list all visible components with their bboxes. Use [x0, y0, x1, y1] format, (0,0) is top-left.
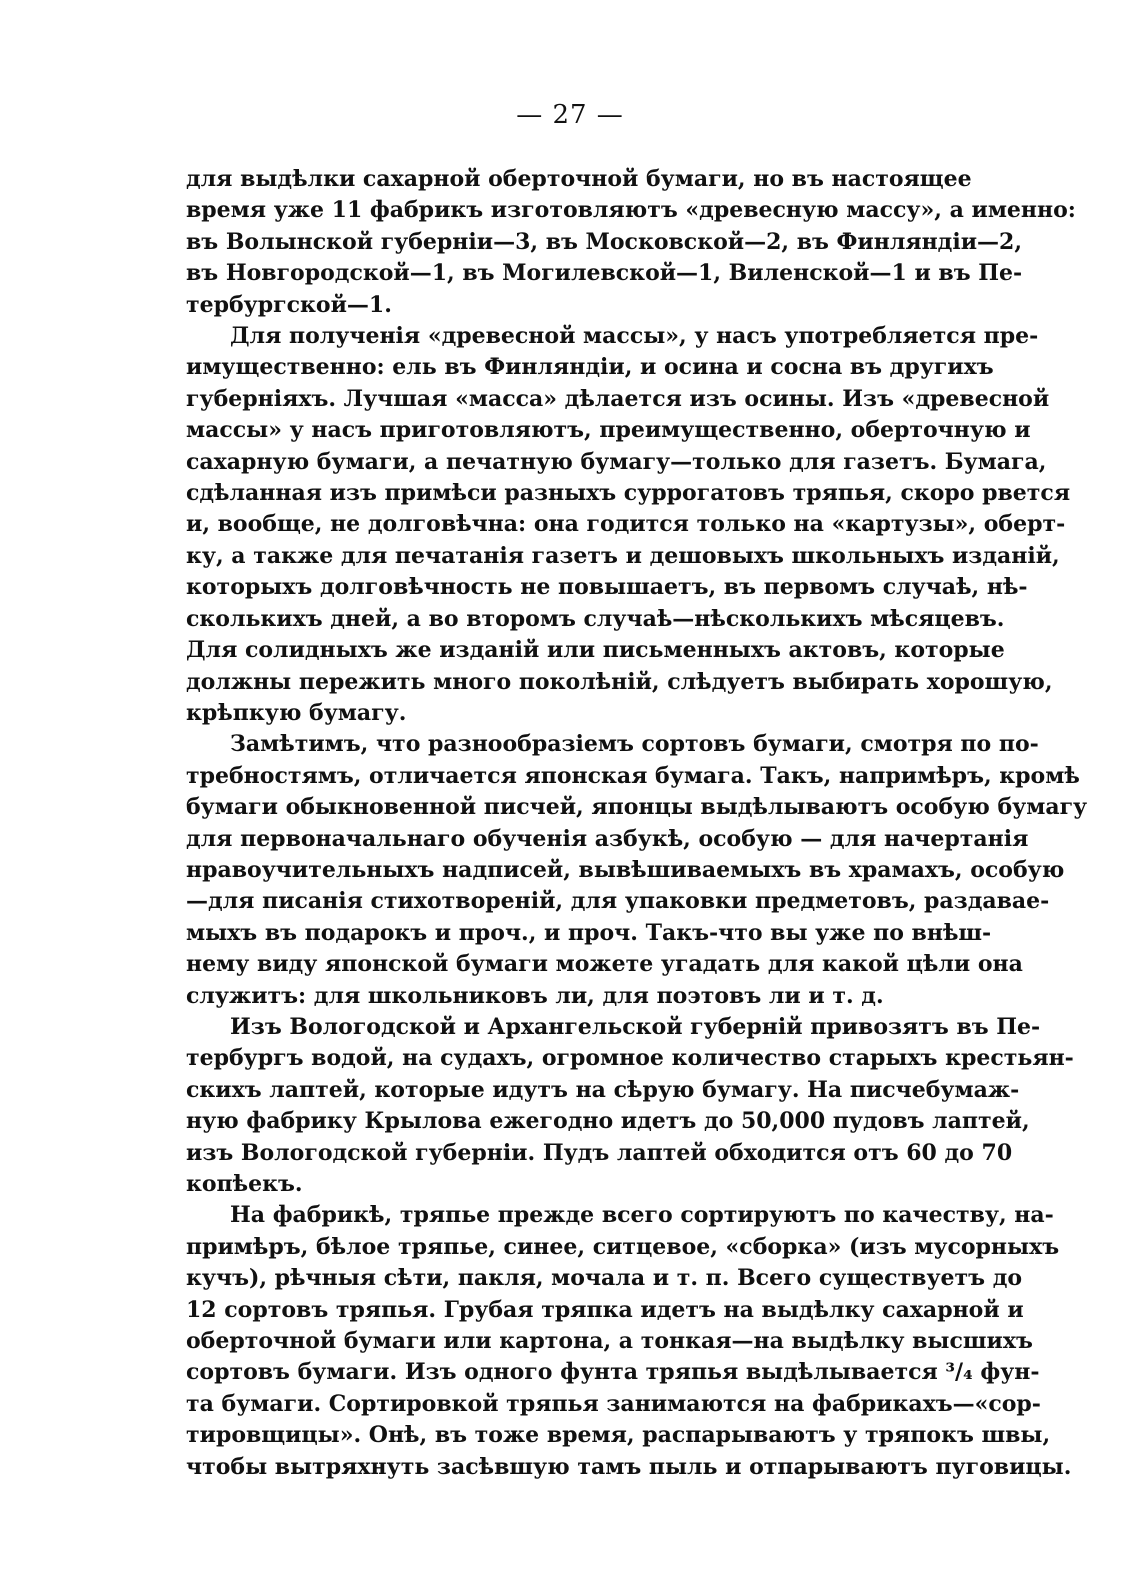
text-line: изъ Вологодской губерніи. Пудъ лаптей обходится отъ 60 до 70 [186, 1139, 1013, 1166]
body-text [186, 164, 1088, 1483]
text-line: —для писанія стихотвореній, для упаковки предметовъ, раздавае- [186, 888, 1050, 915]
text-line: оберточной бумаги или картона, а тонкая—на выдѣлку высшихъ [186, 1328, 1033, 1355]
text-line: для первоначальнаго обученія азбукѣ, особую — для начертанія [186, 825, 1029, 852]
text-line: кучъ), рѣчныя сѣти, пакля, мочала и т. п. Всего существуетъ до [186, 1265, 1023, 1292]
text-line: ную фабрику Крылова ежегодно идетъ до 50,000 пудовъ лаптей, [186, 1108, 1030, 1135]
text-line: которыхъ долговѣчность не повышаетъ, въ первомъ случаѣ, нѣ- [186, 574, 1028, 601]
text-line: та бумаги. Сортировкой тряпья занимаются на фабрикахъ—«сор- [186, 1390, 1041, 1417]
text-line: ку, а также для печатанія газетъ и дешовыхъ школьныхъ изданій, [186, 542, 1060, 569]
text-line: время уже 11 фабрикъ изготовляютъ «древесную массу», а именно: [186, 197, 1076, 224]
text-line: мыхъ въ подарокъ и проч., и проч. Такъ-что вы уже по внѣш- [186, 919, 992, 946]
text-line: массы» у насъ приготовляютъ, преимущественно, оберточную и [186, 417, 1031, 444]
paragraph [186, 1012, 1074, 1200]
text-line: Изъ Вологодской и Архангельской губерній привозятъ въ Пе- [230, 1013, 1041, 1040]
text-line: Для полученія «древесной массы», у насъ употребляется пре- [230, 323, 1039, 350]
text-line: тербургъ водой, на судахъ, огромное количество старыхъ крестьян- [186, 1045, 1074, 1072]
text-line: служитъ: для школьниковъ ли, для поэтовъ ли и т. д. [186, 982, 884, 1009]
text-line: тировщицы». Онѣ, въ тоже время, распарываютъ у тряпокъ швы, [186, 1422, 1051, 1449]
paragraph [186, 321, 1071, 729]
text-line: сортовъ бумаги. Изъ одного фунта тряпья выдѣлывается ³/₄ фун- [186, 1359, 1040, 1386]
text-line: крѣпкую бумагу. [186, 699, 407, 726]
text-line: примѣръ, бѣлое тряпье, синее, ситцевое, «сборка» (изъ мусорныхъ [186, 1233, 1060, 1260]
text-line: имущественно: ель въ Финляндіи, и осина и сосна въ другихъ [186, 354, 994, 381]
text-line: На фабрикѣ, тряпье прежде всего сортируютъ по качеству, на- [230, 1202, 1054, 1229]
paragraph [186, 164, 1076, 321]
text-line: и, вообще, не долговѣчна: она годится только на «картузы», оберт- [186, 511, 1066, 538]
text-line: должны пережить много поколѣній, слѣдуетъ выбирать хорошую, [186, 668, 1053, 695]
text-line: въ Новгородской—1, въ Могилевской—1, Виленской—1 и въ Пе- [186, 260, 1023, 287]
text-line: губерніяхъ. Лучшая «масса» дѣлается изъ осины. Изъ «древесной [186, 385, 1050, 412]
text-line: Для солидныхъ же изданій или письменныхъ актовъ, которые [186, 637, 1005, 664]
text-line: Замѣтимъ, что разнообразіемъ сортовъ бумаги, смотря по по- [230, 731, 1039, 758]
text-line: бумаги обыкновенной писчей, японцы выдѣлываютъ особую бумагу [186, 794, 1088, 821]
text-line: для выдѣлки сахарной оберточной бумаги, но въ настоящее [186, 166, 972, 192]
page-number: — 27 — [516, 100, 624, 130]
text-line: копѣекъ. [186, 1171, 303, 1197]
text-line: скихъ лаптей, которые идутъ на сѣрую бумагу. На писчебумаж- [186, 1076, 1020, 1103]
text-line: въ Волынской губерніи—3, въ Московской—2, въ Финляндіи—2, [186, 228, 1022, 255]
paragraph [186, 729, 1088, 1012]
text-line: сахарную бумаги, а печатную бумагу—только для газетъ. Бумага, [186, 448, 1047, 475]
text-line: сдѣланная изъ примѣси разныхъ суррогатовъ тряпья, скоро рвется [186, 480, 1071, 507]
text-line: нравоучительныхъ надписей, вывѣшиваемыхъ въ храмахъ, особую [186, 856, 1065, 883]
text-line: нему виду японской бумаги можете угадать для какой цѣли она [186, 951, 1023, 978]
text-line: чтобы вытряхнуть засѣвшую тамъ пыль и отпарываютъ пуговицы. [186, 1453, 1072, 1480]
paragraph [186, 1200, 1072, 1483]
text-line: требностямъ, отличается японская бумага. Такъ, напримѣръ, кромѣ [186, 762, 1080, 789]
text-line: тербургской—1. [186, 291, 392, 318]
text-line: сколькихъ дней, а во второмъ случаѣ—нѣсколькихъ мѣсяцевъ. [186, 605, 1005, 632]
text-line: 12 сортовъ тряпья. Грубая тряпка идетъ на выдѣлку сахарной и [186, 1296, 1024, 1323]
